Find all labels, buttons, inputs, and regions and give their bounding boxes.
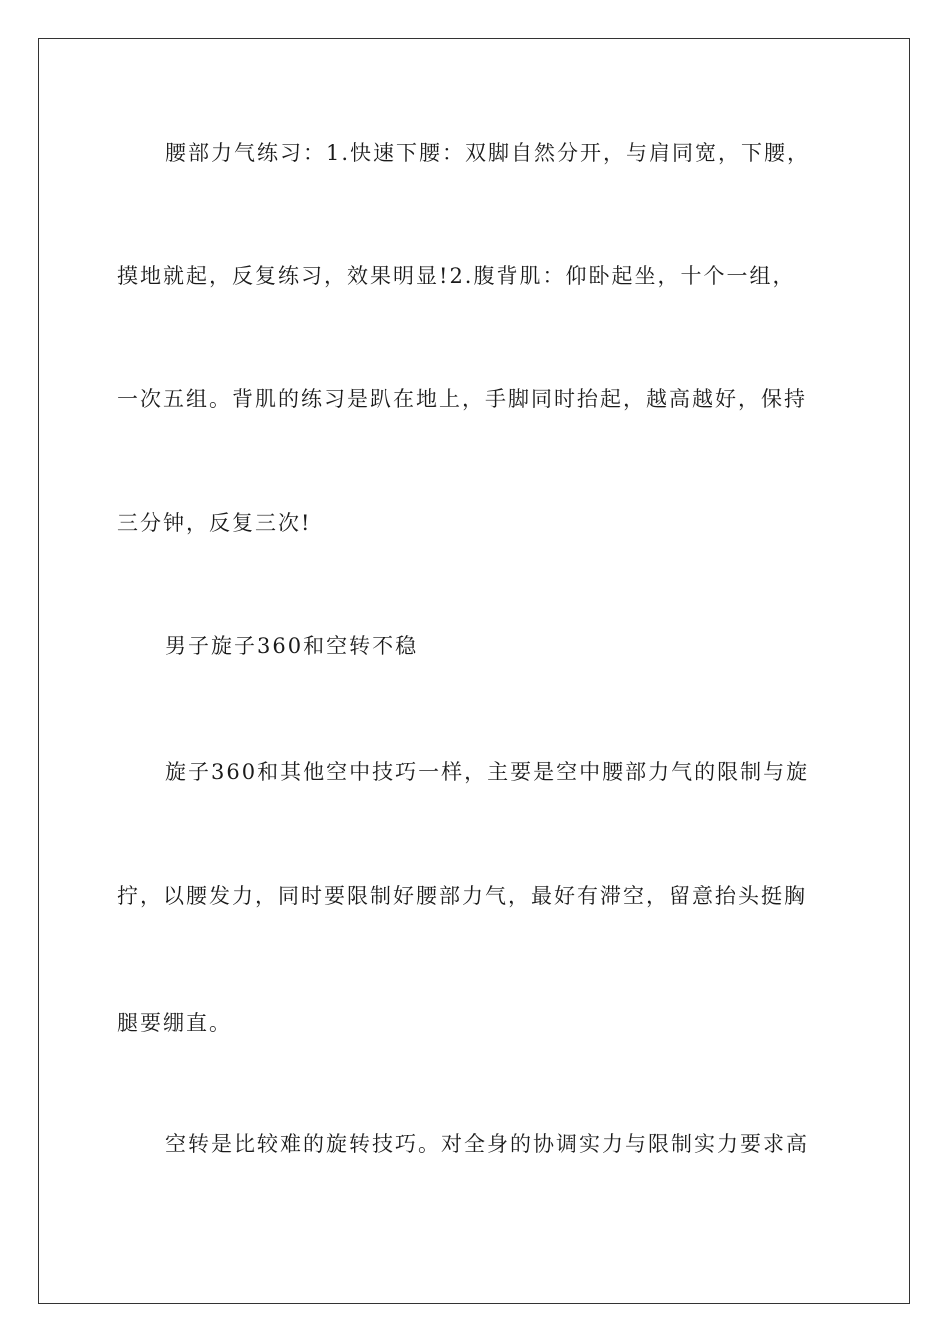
paragraph-line: 三分钟，反复三次! <box>117 511 312 535</box>
page-frame <box>38 38 910 1304</box>
section-heading: 男子旋子360和空转不稳 <box>165 634 419 658</box>
paragraph-line: 旋子360和其他空中技巧一样，主要是空中腰部力气的限制与旋 <box>165 760 810 784</box>
paragraph-line: 腿要绷直。 <box>117 1011 232 1035</box>
paragraph-line: 一次五组。背肌的练习是趴在地上，手脚同时抬起，越高越好，保持 <box>117 387 807 411</box>
paragraph-line: 摸地就起，反复练习，效果明显!2.腹背肌：仰卧起坐，十个一组， <box>117 264 796 288</box>
paragraph-line: 腰部力气练习：1.快速下腰：双脚自然分开，与肩同宽，下腰， <box>165 141 811 165</box>
paragraph-line: 空转是比较难的旋转技巧。对全身的协调实力与限制实力要求高 <box>165 1132 809 1156</box>
paragraph-line: 拧，以腰发力，同时要限制好腰部力气，最好有滞空，留意抬头挺胸 <box>117 884 807 908</box>
